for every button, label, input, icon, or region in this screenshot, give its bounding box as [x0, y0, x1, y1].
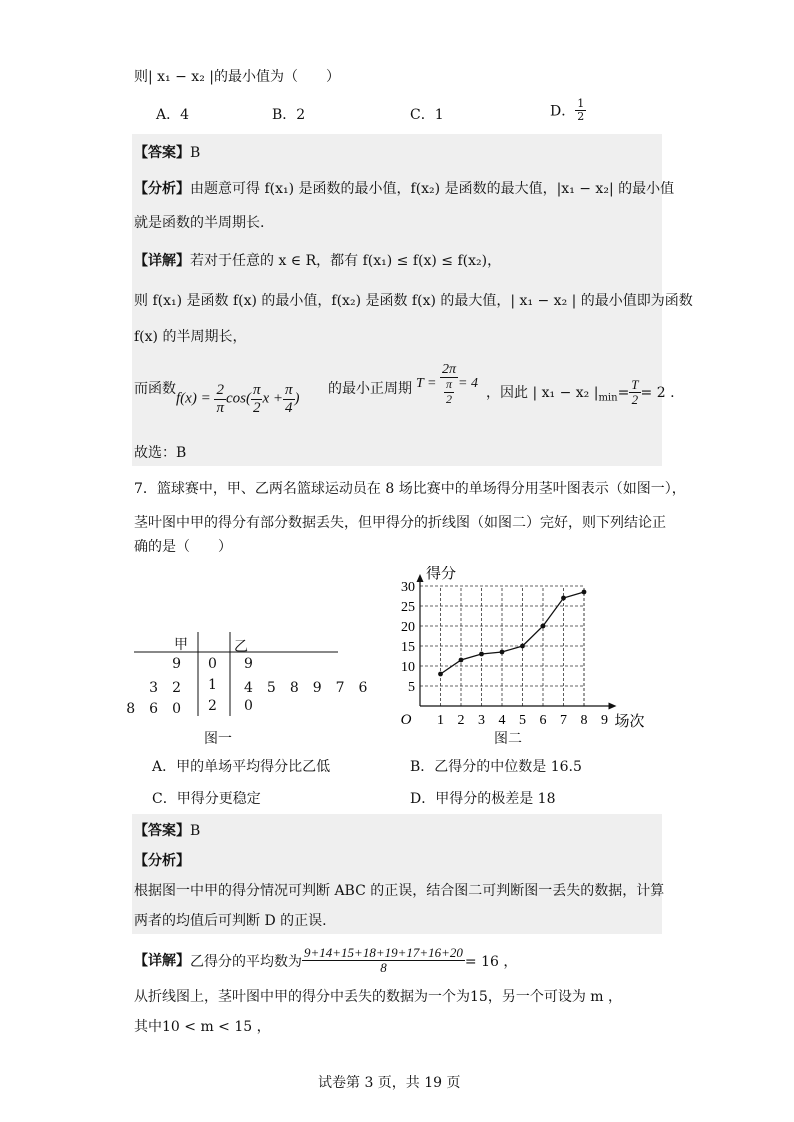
q7-detail-line3: 其中10 < m < 15 ，: [134, 1019, 271, 1035]
option-key: D．: [550, 103, 576, 120]
q6-detail-line2: 则 f(x₁) 是函数 f(x) 的最小值，f(x₂) 是函数 f(x) 的最大值，| x₁ − x₂ | 的最小值即为函数: [134, 293, 693, 309]
stem-leaf-stem: 0: [208, 656, 217, 672]
option-value: 4: [180, 107, 190, 123]
y-axis-arrow: [417, 574, 424, 582]
stem-leaf-left-leaves: 3 2: [149, 680, 181, 696]
q6-period-formula: T = $\frac{2\pi}{\frac{\pi}{2}}$ = 4: [416, 362, 478, 406]
x-tick-label: 1: [437, 713, 444, 728]
q6-period-label: 的最小正周期: [328, 381, 412, 397]
q7-option-d: D．甲得分的极差是 18: [410, 791, 556, 807]
q6-detail-line3: f(x) 的半周期长，: [134, 329, 247, 345]
y-tick-label: 20: [401, 620, 415, 635]
stem-leaf-stem: 1: [208, 677, 217, 693]
q6-option-a: [156, 104, 189, 124]
q6-detail: 【详解】若对于任意的 x ∈ R，都有 f(x₁) ≤ f(x) ≤ f(x₂)，: [134, 253, 502, 269]
option-value: 2: [296, 107, 306, 123]
q6-option-d: [550, 98, 586, 123]
stem-leaf-right-leaves: 9: [244, 656, 253, 672]
data-point: [459, 658, 464, 663]
data-point: [582, 590, 587, 595]
x-axis-label: 场次: [614, 712, 645, 730]
q7-answer: 【答案】B: [134, 823, 201, 839]
y-tick-label: 5: [408, 680, 415, 695]
q7-option-a: A．甲的单场平均得分比乙低: [152, 759, 331, 775]
q7-option-b: B．乙得分的中位数是 16.5: [410, 759, 582, 775]
data-point: [438, 672, 443, 677]
x-tick-label: 7: [560, 713, 567, 728]
option-key: B．: [272, 107, 297, 123]
x-tick-label: 3: [478, 713, 485, 728]
y-tick-label: 25: [401, 600, 415, 615]
q6-detail-line4-prefix: 而函数: [134, 381, 176, 397]
figure-1-caption: 图一: [204, 731, 232, 747]
option-key: C．: [410, 107, 435, 123]
data-point: [520, 644, 525, 649]
q6-conclusion-formula: ，因此 | x₁ − x₂ $|_{min}=$ $\frac{T}{2}$ = 2 .: [486, 377, 675, 408]
x-tick-label: 6: [539, 713, 547, 728]
y-tick-label: 30: [401, 580, 415, 595]
q6-analysis: 【分析】由题意可得 f(x₁) 是函数的最小值，f(x₂) 是函数的最大值，|x₁ − x₂| 的最小值: [134, 181, 675, 197]
origin-label: O: [400, 712, 412, 728]
option-value: 1: [434, 107, 444, 123]
x-tick-label: 2: [457, 713, 465, 728]
q6-conclusion: 故选：B: [134, 445, 187, 461]
q7-analysis-line1: 根据图一中甲的得分情况可判断 ABC 的正误，结合图二可判断图一丢失的数据，计算: [134, 883, 665, 899]
x-tick-label: 5: [519, 713, 526, 728]
q7-detail: 【详解】乙得分的平均数为 $\frac{9+14+15+18+19+17+16+20}{8}$ = 16 ，: [134, 945, 518, 976]
data-point: [561, 596, 566, 601]
y-axis-label: 得分: [426, 566, 457, 582]
stem-leaf-right-leaves: 4 5 8 9 7 6: [244, 680, 368, 696]
x-tick-label: 9: [601, 713, 608, 728]
option-fraction: $\frac{1}{2}$: [577, 97, 585, 124]
line-chart: [390, 566, 650, 732]
stem-leaf-left-leaves: 9: [172, 656, 181, 672]
q6-answer: 【答案】B: [134, 145, 201, 161]
stem-leaf-head-left: 甲: [174, 637, 188, 653]
q6-function-formula: f(x) = $\frac{2}{\pi}$ cos( $\frac{\pi}{2}$ x + $\frac{\pi}{4}$ ): [176, 382, 300, 416]
page-footer: 试卷第 3 页，共 19 页: [318, 1075, 461, 1091]
q6-analysis-line2: 就是函数的半周期长.: [134, 215, 265, 231]
stem-leaf-stem: 2: [208, 698, 217, 714]
data-point: [541, 624, 546, 629]
stem-leaf-right-leaves: 0: [244, 698, 253, 714]
option-key: A．: [156, 107, 181, 123]
stem-leaf-left-leaves: 8 6 0: [126, 701, 181, 717]
x-tick-label: 4: [498, 713, 506, 728]
figure-2-caption: 图二: [494, 731, 522, 747]
q7-analysis-label: 【分析】: [134, 853, 190, 869]
q6-option-b: [272, 104, 305, 124]
y-tick-label: 15: [401, 640, 415, 655]
x-tick-label: 8: [580, 713, 588, 728]
q6-stem-tail: 则| x₁ − x₂ |的最小值为（ ）: [134, 69, 340, 85]
q6-option-c: [410, 104, 444, 124]
stem-leaf-head-right: 乙: [234, 639, 248, 655]
data-point: [479, 652, 484, 657]
q7-stem-line1: 7．篮球赛中，甲、乙两名篮球运动员在 8 场比赛中的单场得分用茎叶图表示（如图一），: [134, 481, 686, 497]
x-axis-arrow: [609, 703, 617, 710]
q7-stem-line3: 确的是（ ）: [134, 539, 232, 555]
q7-option-c: C．甲得分更稳定: [152, 791, 261, 807]
y-tick-label: 10: [401, 660, 415, 675]
data-point: [500, 650, 505, 655]
q7-analysis-line2: 两者的均值后可判断 D 的正误.: [134, 913, 327, 929]
stem-leaf-plot: [126, 632, 368, 718]
q7-stem-line2: 茎叶图中甲的得分有部分数据丢失，但甲得分的折线图（如图二）完好，则下列结论正: [134, 515, 666, 531]
q7-detail-line2: 从折线图上，茎叶图中甲的得分中丢失的数据为一个为15，另一个可设为 m ，: [134, 989, 622, 1005]
